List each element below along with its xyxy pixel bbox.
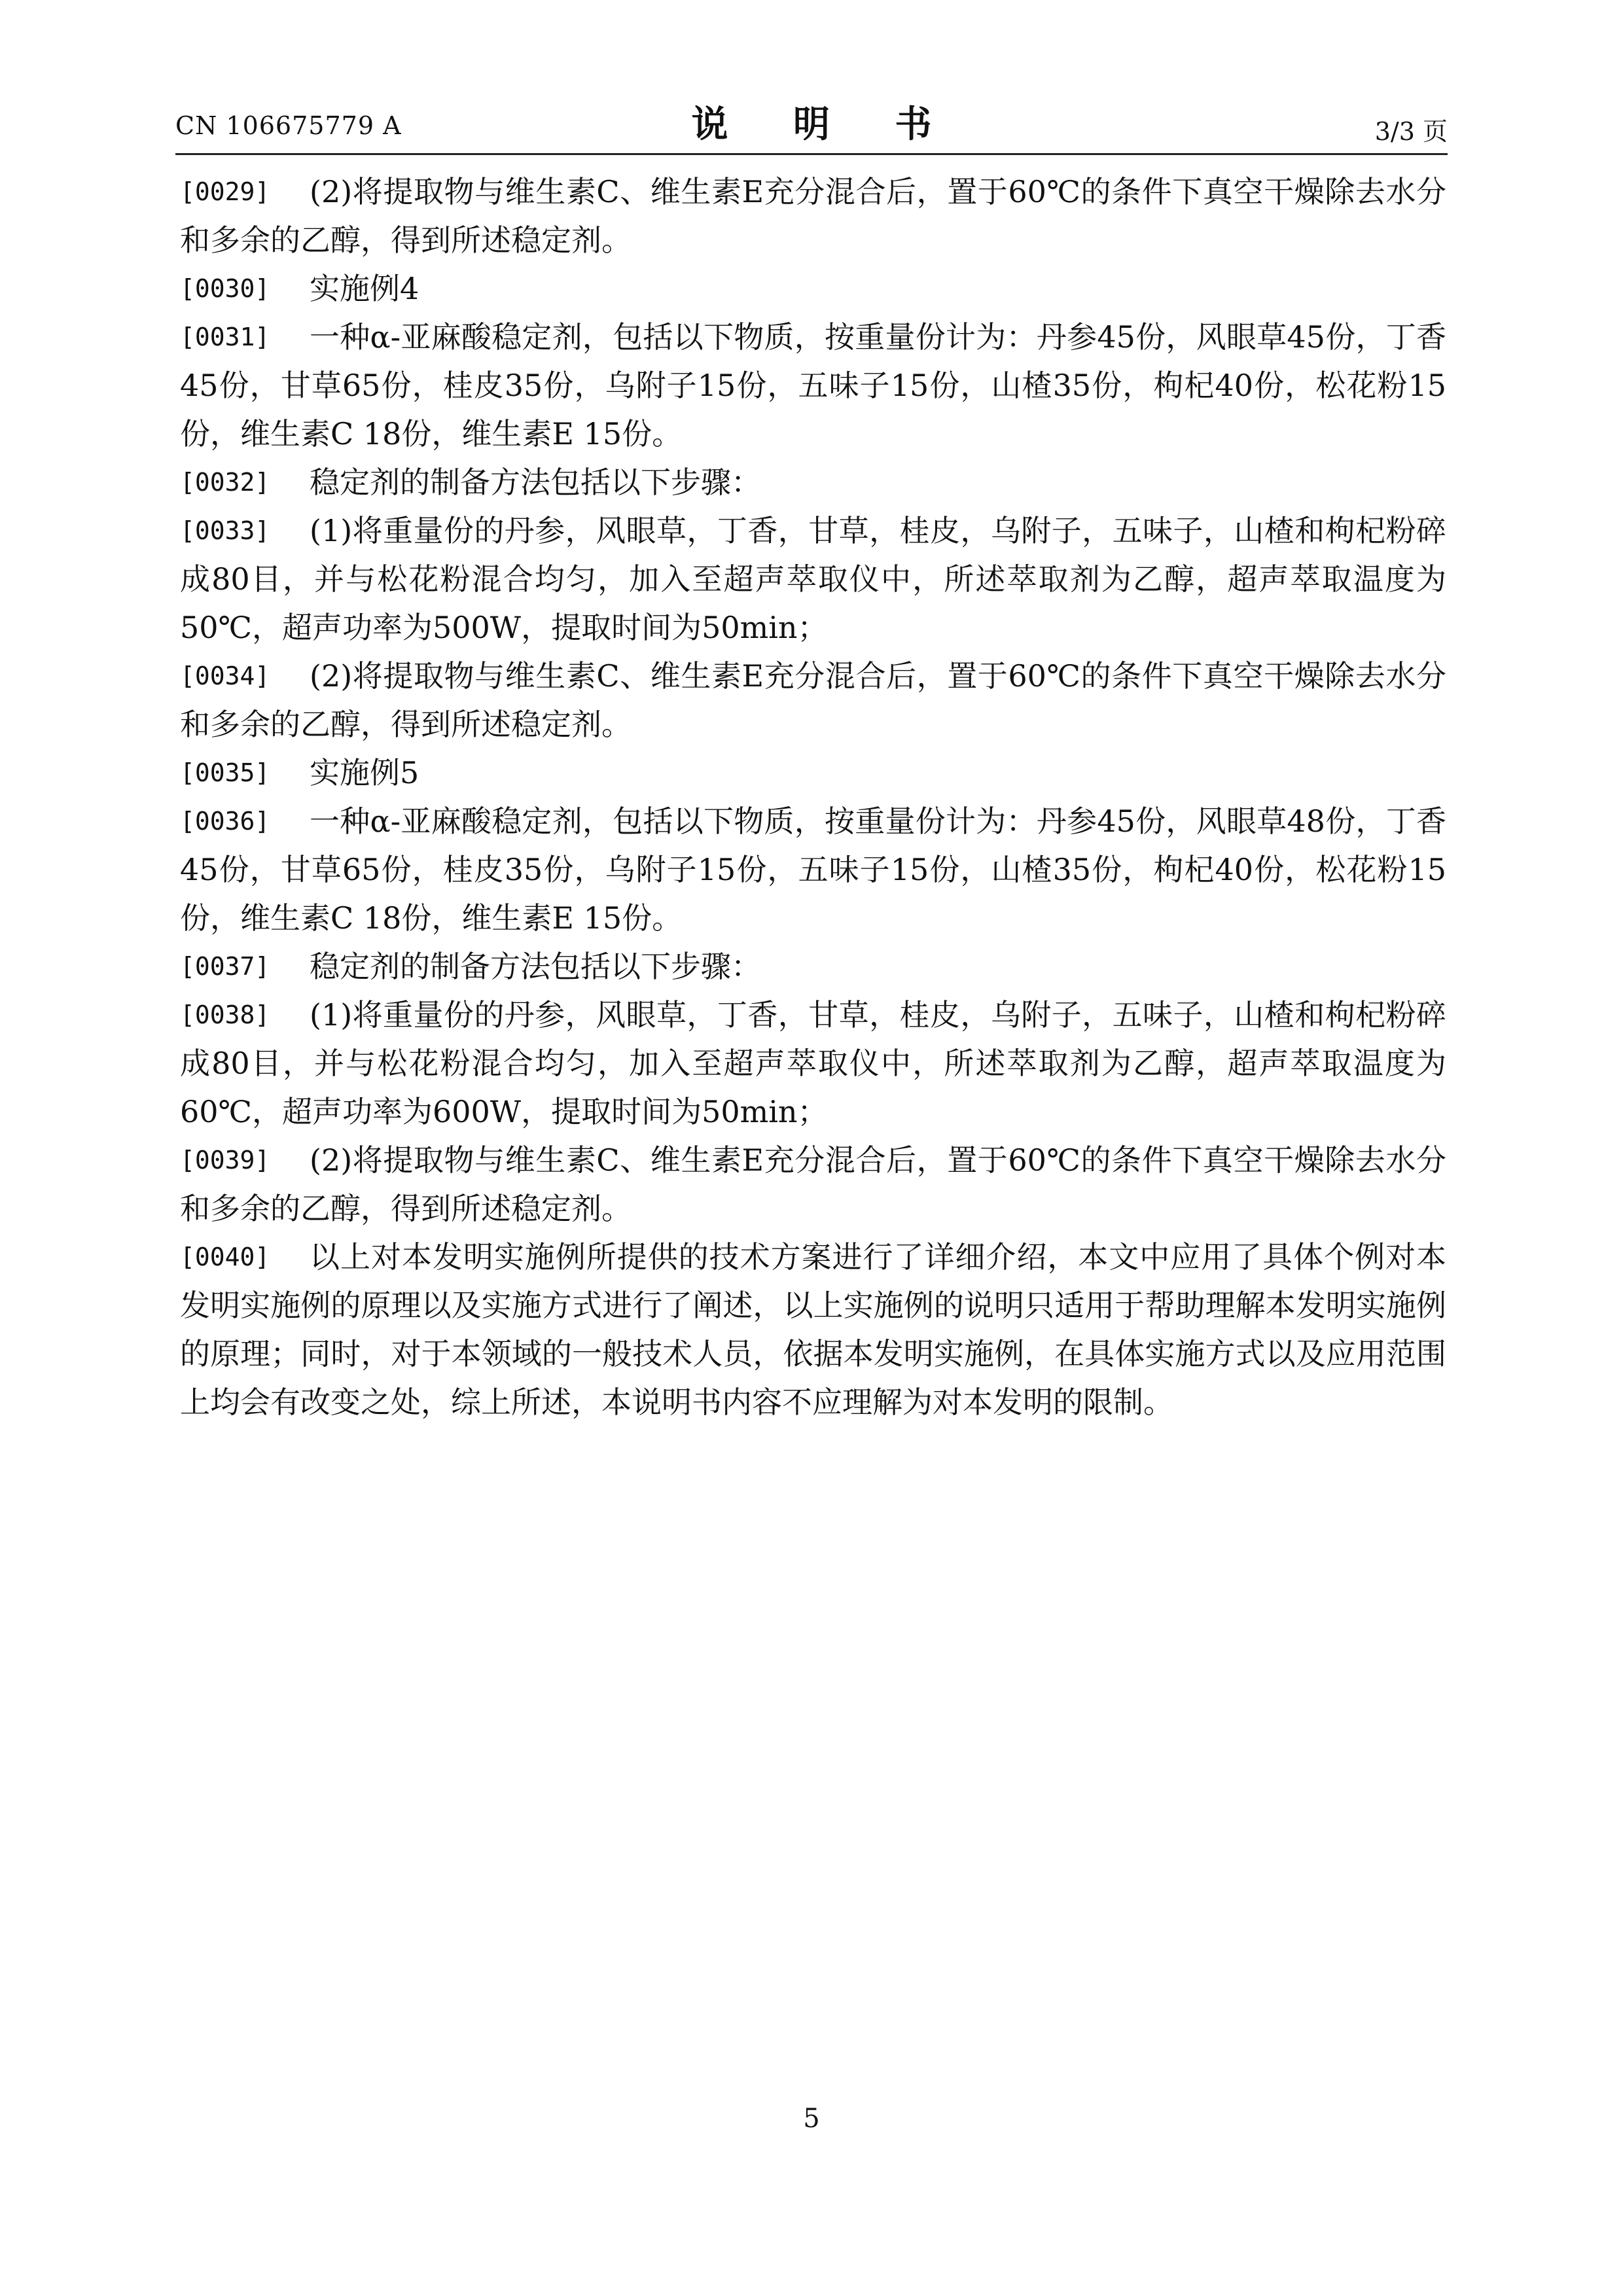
paragraph-0033: [180, 506, 1446, 652]
paragraph-number: [0033]: [180, 516, 270, 545]
paragraph-0032: [180, 458, 1446, 506]
paragraph-text: 一种α-亚麻酸稳定剂，包括以下物质，按重量份计为：丹参45份，风眼草48份，丁香45份，甘草65份，桂皮35份，乌附子15份，五味子15份，山楂35份，枸杞40份，松花粉15份，维生素C 18份，维生素E 15份。: [180, 804, 1446, 936]
paragraph-text: 一种α-亚麻酸稳定剂，包括以下物质，按重量份计为：丹参45份，风眼草45份，丁香45份，甘草65份，桂皮35份，乌附子15份，五味子15份，山楂35份，枸杞40份，松花粉15份，维生素C 18份，维生素E 15份。: [180, 319, 1446, 451]
document-title: 说 明 书: [691, 103, 958, 146]
paragraph-text: (2)将提取物与维生素C、维生素E充分混合后，置于60℃的条件下真空干燥除去水分和多余的乙醇，得到所述稳定剂。: [180, 1142, 1446, 1226]
paragraph-0034: [180, 652, 1446, 749]
header-divider: [175, 153, 1448, 155]
paragraph-0037: [180, 942, 1446, 991]
paragraph-text: 实施例5: [310, 755, 419, 790]
paragraph-0039: [180, 1136, 1446, 1233]
paragraph-number: [0038]: [180, 1000, 270, 1029]
paragraph-text: 以上对本发明实施例所提供的技术方案进行了详细介绍，本文中应用了具体个例对本发明实施例的原理以及实施方式进行了阐述，以上实施例的说明只适用于帮助理解本发明实施例的原理；同时，对于本领域的一般技术人员，依据本发明实施例，在具体实施方式以及应用范围上均会有改变之处，综上所述，本说明书内容不应理解为对本发明的限制。: [180, 1239, 1446, 1420]
paragraph-0029: [180, 168, 1446, 264]
paragraph-number: [0036]: [180, 807, 270, 836]
patent-number: CN 106675779 A: [175, 111, 402, 140]
paragraph-0036: [180, 797, 1446, 942]
paragraph-0031: [180, 313, 1446, 458]
paragraph-text: (1)将重量份的丹参，风眼草，丁香，甘草，桂皮，乌附子，五味子，山楂和枸杞粉碎成80目，并与松花粉混合均匀，加入至超声萃取仪中，所述萃取剂为乙醇，超声萃取温度为50℃，超声功率为500W，提取时间为50min；: [180, 513, 1446, 645]
paragraph-text: 稳定剂的制备方法包括以下步骤：: [310, 465, 761, 500]
paragraph-number: [0031]: [180, 323, 270, 351]
paragraph-text: 稳定剂的制备方法包括以下步骤：: [310, 949, 761, 984]
page-header: [175, 92, 1448, 157]
paragraph-text: (2)将提取物与维生素C、维生素E充分混合后，置于60℃的条件下真空干燥除去水分和多余的乙醇，得到所述稳定剂。: [180, 174, 1446, 258]
paragraph-number: [0037]: [180, 952, 270, 981]
paragraph-number: [0040]: [180, 1243, 270, 1271]
paragraph-number: [0030]: [180, 274, 270, 303]
paragraph-text: (1)将重量份的丹参，风眼草，丁香，甘草，桂皮，乌附子，五味子，山楂和枸杞粉碎成80目，并与松花粉混合均匀，加入至超声萃取仪中，所述萃取剂为乙醇，超声萃取温度为60℃，超声功率为600W，提取时间为50min；: [180, 997, 1446, 1129]
page-number: 5: [803, 2104, 820, 2134]
paragraph-text: (2)将提取物与维生素C、维生素E充分混合后，置于60℃的条件下真空干燥除去水分和多余的乙醇，得到所述稳定剂。: [180, 658, 1446, 742]
paragraph-number: [0035]: [180, 758, 270, 787]
paragraph-0040: [180, 1233, 1446, 1426]
paragraph-0035: [180, 749, 1446, 797]
document-body: [180, 168, 1446, 1426]
paragraph-text: 实施例4: [310, 271, 419, 306]
paragraph-number: [0029]: [180, 177, 270, 206]
page-indicator: 3/3 页: [1374, 117, 1448, 146]
paragraph-0030: [180, 264, 1446, 313]
paragraph-number: [0039]: [180, 1146, 270, 1174]
paragraph-number: [0032]: [180, 468, 270, 497]
paragraph-number: [0034]: [180, 662, 270, 690]
paragraph-0038: [180, 991, 1446, 1136]
